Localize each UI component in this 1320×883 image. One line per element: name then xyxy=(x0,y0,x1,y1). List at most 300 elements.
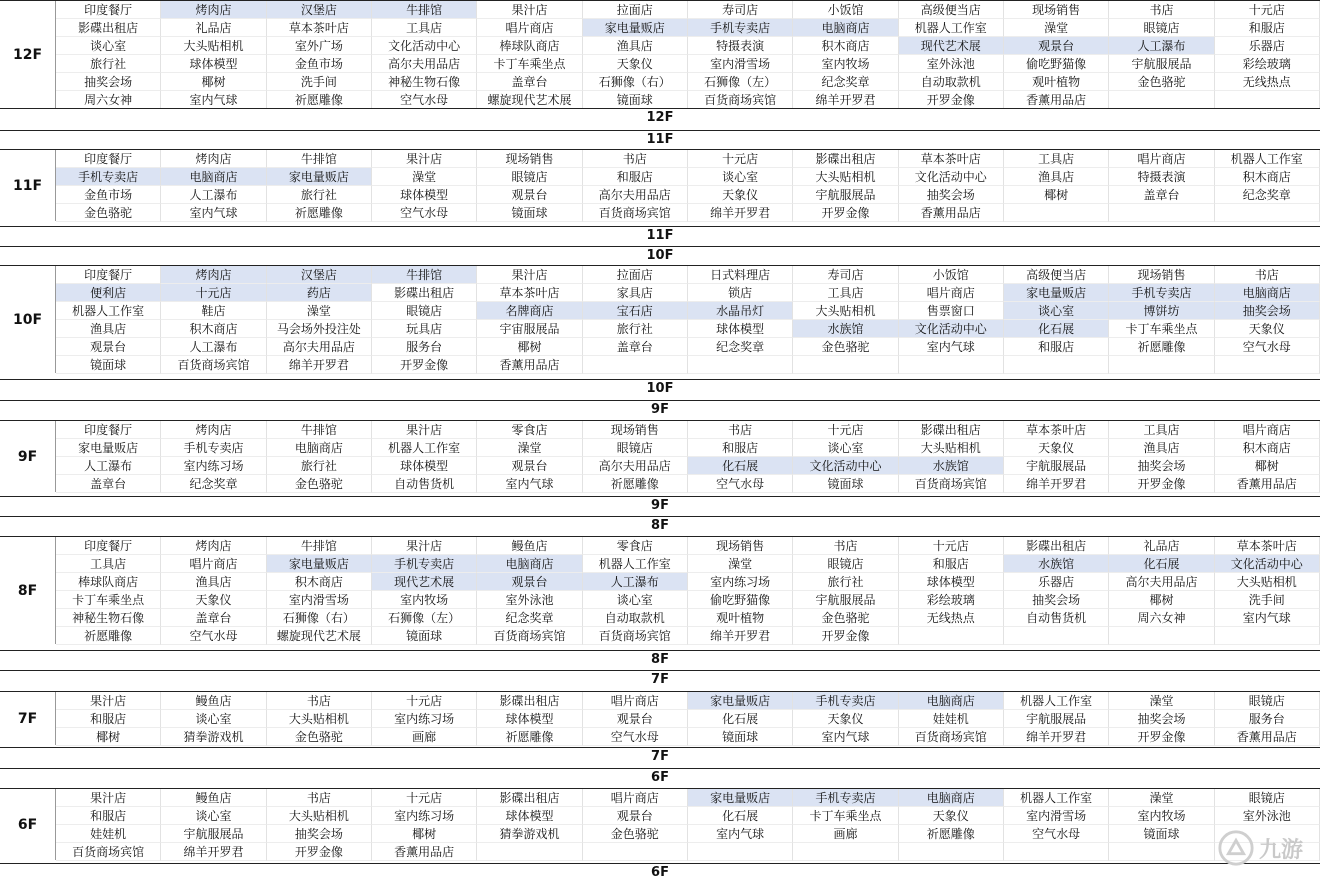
shop-cell: 工具店 xyxy=(1109,421,1214,439)
shop-cell: 娃娃机 xyxy=(56,825,161,843)
shop-cell: 球体模型 xyxy=(161,55,266,73)
shop-cell xyxy=(793,843,898,861)
shop-row xyxy=(56,421,1320,439)
shop-cell: 和服店 xyxy=(583,168,688,186)
shop-cell: 大头贴相机 xyxy=(899,439,1004,457)
shop-cell: 周六女神 xyxy=(1109,609,1214,627)
shop-cell: 卡丁车乘坐点 xyxy=(793,807,898,825)
shop-cell: 观景台 xyxy=(1004,37,1109,55)
shop-row xyxy=(56,710,1320,728)
shop-cell: 盖章台 xyxy=(583,338,688,356)
shop-cell: 百货商场宾馆 xyxy=(56,843,161,861)
floor-block xyxy=(0,420,1320,492)
shop-cell: 书店 xyxy=(793,537,898,555)
shop-cell: 高尔夫用品店 xyxy=(1109,573,1214,591)
shop-cell: 盖章台 xyxy=(56,475,161,493)
shop-cell: 现场销售 xyxy=(477,150,582,168)
shop-cell: 工具店 xyxy=(793,284,898,302)
shop-cell: 眼镜店 xyxy=(793,555,898,573)
shop-row xyxy=(56,186,1320,204)
shop-cell: 电脑商店 xyxy=(267,439,372,457)
shop-cell: 室内练习场 xyxy=(372,807,477,825)
shop-cell: 室内滑雪场 xyxy=(1004,807,1109,825)
shop-cell: 室内气球 xyxy=(899,338,1004,356)
shop-cell: 金色骆驼 xyxy=(793,609,898,627)
shop-cell: 电脑商店 xyxy=(161,168,266,186)
shop-cell xyxy=(793,356,898,374)
shop-cell: 开罗金像 xyxy=(1109,475,1214,493)
shop-cell: 谈心室 xyxy=(583,591,688,609)
shop-grid xyxy=(56,789,1320,860)
shop-cell: 猜拳游戏机 xyxy=(477,825,582,843)
shop-cell: 家电量贩店 xyxy=(56,439,161,457)
shop-cell: 观叶植物 xyxy=(1004,73,1109,91)
shop-row xyxy=(56,475,1320,493)
watermark-brand: 九游 xyxy=(1258,837,1303,863)
shop-cell: 水晶吊灯 xyxy=(688,302,793,320)
shop-cell: 十元店 xyxy=(372,692,477,710)
shop-cell: 眼镜店 xyxy=(1215,789,1320,807)
floor-label-bottom: 8F xyxy=(0,650,1320,668)
floor-label-bottom: 10F xyxy=(0,379,1320,397)
shop-cell: 鞋店 xyxy=(161,302,266,320)
floor-label-top: 7F xyxy=(0,670,1320,688)
shop-cell: 谈心室 xyxy=(161,807,266,825)
shop-cell: 香薰用品店 xyxy=(372,843,477,861)
shop-cell: 空气水母 xyxy=(1004,825,1109,843)
shop-cell: 唱片商店 xyxy=(1109,150,1214,168)
shop-cell: 祈愿雕像 xyxy=(56,627,161,645)
shop-cell: 室内气球 xyxy=(688,825,793,843)
shop-cell: 空气水母 xyxy=(1215,338,1320,356)
shop-cell: 小饭馆 xyxy=(793,1,898,19)
shop-cell: 宇航服展品 xyxy=(793,591,898,609)
shop-cell: 祈愿雕像 xyxy=(1109,338,1214,356)
shop-cell: 书店 xyxy=(1109,1,1214,19)
shop-cell: 镜面球 xyxy=(56,356,161,374)
shop-cell: 化石展 xyxy=(688,457,793,475)
shop-cell: 开罗金像 xyxy=(267,843,372,861)
shop-cell: 室内滑雪场 xyxy=(267,591,372,609)
shop-cell: 室内练习场 xyxy=(372,710,477,728)
shop-cell: 草本茶叶店 xyxy=(1004,421,1109,439)
shop-cell: 祈愿雕像 xyxy=(583,475,688,493)
shop-cell: 室内牧场 xyxy=(1109,807,1214,825)
shop-cell: 书店 xyxy=(688,421,793,439)
shop-cell: 室内练习场 xyxy=(161,457,266,475)
shop-cell: 神秘生物石像 xyxy=(56,609,161,627)
shop-cell: 服务台 xyxy=(1215,710,1320,728)
shop-cell: 洗手间 xyxy=(267,73,372,91)
shop-cell xyxy=(1109,204,1214,222)
shop-cell: 眼镜店 xyxy=(1215,692,1320,710)
shop-cell: 澡堂 xyxy=(267,302,372,320)
shop-cell: 果汁店 xyxy=(372,150,477,168)
shop-cell: 积木商店 xyxy=(793,37,898,55)
shop-cell: 人工瀑布 xyxy=(161,186,266,204)
shop-cell xyxy=(1109,91,1214,109)
floor-block xyxy=(0,265,1320,373)
shop-cell: 天象仪 xyxy=(793,710,898,728)
shop-cell: 文化活动中心 xyxy=(1215,555,1320,573)
shop-cell: 金色骆驼 xyxy=(1109,73,1214,91)
shop-row xyxy=(56,627,1320,645)
shop-cell: 金色骆驼 xyxy=(267,728,372,746)
floor-block xyxy=(0,149,1320,221)
floor-block xyxy=(0,0,1320,108)
shop-cell: 电脑商店 xyxy=(899,789,1004,807)
shop-grid xyxy=(56,266,1320,373)
shop-cell: 果汁店 xyxy=(372,421,477,439)
shop-cell: 机器人工作室 xyxy=(583,555,688,573)
shop-cell: 零食店 xyxy=(477,421,582,439)
shop-cell: 文化活动中心 xyxy=(372,37,477,55)
shop-cell: 观景台 xyxy=(477,573,582,591)
floor-tag: 7F xyxy=(0,692,56,745)
shop-cell: 和服店 xyxy=(1215,19,1320,37)
shop-cell: 零食店 xyxy=(583,537,688,555)
shop-grid xyxy=(56,692,1320,745)
shop-row xyxy=(56,73,1320,91)
shop-cell: 百货商场宾馆 xyxy=(583,627,688,645)
shop-cell: 印度餐厅 xyxy=(56,150,161,168)
shop-cell: 大头贴相机 xyxy=(793,302,898,320)
shop-cell: 镜面球 xyxy=(793,475,898,493)
shop-cell: 十元店 xyxy=(688,150,793,168)
shop-cell: 水族馆 xyxy=(1004,555,1109,573)
shop-cell: 积木商店 xyxy=(1215,168,1320,186)
shop-cell: 影碟出租店 xyxy=(793,150,898,168)
shop-cell: 天象仪 xyxy=(899,807,1004,825)
shop-cell: 现场销售 xyxy=(688,537,793,555)
shop-cell: 绵羊开罗君 xyxy=(688,204,793,222)
shop-cell: 百货商场宾馆 xyxy=(161,356,266,374)
shop-cell: 金色骆驼 xyxy=(793,338,898,356)
shop-cell: 宇航服展品 xyxy=(1004,710,1109,728)
shop-cell: 金色骆驼 xyxy=(267,475,372,493)
shop-row xyxy=(56,843,1320,861)
shop-cell: 大头贴相机 xyxy=(267,710,372,728)
shop-cell: 石狮像（左） xyxy=(688,73,793,91)
shop-cell xyxy=(1109,627,1214,645)
shop-cell: 天象仪 xyxy=(1215,320,1320,338)
shop-cell: 乐器店 xyxy=(1004,573,1109,591)
shop-cell: 空气水母 xyxy=(583,728,688,746)
shop-cell: 镜面球 xyxy=(688,728,793,746)
shop-cell: 水族馆 xyxy=(899,457,1004,475)
shop-cell: 猜拳游戏机 xyxy=(161,728,266,746)
shop-cell: 澡堂 xyxy=(1109,789,1214,807)
shop-cell: 渔具店 xyxy=(161,573,266,591)
shop-row xyxy=(56,19,1320,37)
shop-cell: 卡丁车乘坐点 xyxy=(56,591,161,609)
shop-cell: 草本茶叶店 xyxy=(477,284,582,302)
shop-cell: 卡丁车乘坐点 xyxy=(1109,320,1214,338)
shop-cell: 渔具店 xyxy=(56,320,161,338)
shop-cell: 果汁店 xyxy=(372,537,477,555)
shop-cell: 大头贴相机 xyxy=(793,168,898,186)
shop-cell: 十元店 xyxy=(372,789,477,807)
shop-cell xyxy=(899,843,1004,861)
shop-cell: 谈心室 xyxy=(161,710,266,728)
shop-cell: 自动售货机 xyxy=(1004,609,1109,627)
shop-cell: 鳗鱼店 xyxy=(161,789,266,807)
shop-cell: 积木商店 xyxy=(267,573,372,591)
shop-cell: 百货商场宾馆 xyxy=(899,475,1004,493)
shop-cell: 室外泳池 xyxy=(477,591,582,609)
shop-row xyxy=(56,439,1320,457)
shop-grid xyxy=(56,150,1320,221)
shop-cell: 室内滑雪场 xyxy=(688,55,793,73)
shop-cell: 家电量贩店 xyxy=(688,692,793,710)
shop-cell: 影碟出租店 xyxy=(56,19,161,37)
shop-cell: 澡堂 xyxy=(1004,19,1109,37)
shop-cell: 名牌商店 xyxy=(477,302,582,320)
shop-cell: 特摄表演 xyxy=(1109,168,1214,186)
shop-cell: 偷吃野猫像 xyxy=(1004,55,1109,73)
shop-grid xyxy=(56,537,1320,644)
shop-cell: 果汁店 xyxy=(56,789,161,807)
shop-cell: 椰树 xyxy=(1004,186,1109,204)
shop-row xyxy=(56,284,1320,302)
shop-cell: 画廊 xyxy=(793,825,898,843)
shop-cell: 牛排馆 xyxy=(372,266,477,284)
shop-cell: 家具店 xyxy=(583,284,688,302)
shop-cell: 澡堂 xyxy=(688,555,793,573)
shop-cell: 宇航服展品 xyxy=(1109,55,1214,73)
floor-label-bottom: 9F xyxy=(0,496,1320,514)
shop-cell: 观景台 xyxy=(56,338,161,356)
shop-cell: 手机专卖店 xyxy=(56,168,161,186)
shop-cell xyxy=(688,356,793,374)
shop-cell: 室外广场 xyxy=(267,37,372,55)
shop-cell: 现场销售 xyxy=(1109,266,1214,284)
shop-cell: 抽奖会场 xyxy=(899,186,1004,204)
shop-cell: 观叶植物 xyxy=(688,609,793,627)
shop-row xyxy=(56,150,1320,168)
shop-cell xyxy=(899,356,1004,374)
shop-cell: 绵羊开罗君 xyxy=(1004,475,1109,493)
shop-cell: 鳗鱼店 xyxy=(477,537,582,555)
shop-cell: 神秘生物石像 xyxy=(372,73,477,91)
shop-cell: 香薰用品店 xyxy=(1215,475,1320,493)
shop-cell: 化石展 xyxy=(688,807,793,825)
shop-cell: 便利店 xyxy=(56,284,161,302)
shop-cell: 特摄表演 xyxy=(688,37,793,55)
shop-cell: 椰树 xyxy=(477,338,582,356)
shop-cell: 汉堡店 xyxy=(267,266,372,284)
shop-cell: 无线热点 xyxy=(1215,73,1320,91)
shop-cell: 马会场外投注处 xyxy=(267,320,372,338)
shop-cell: 电脑商店 xyxy=(899,692,1004,710)
shop-cell: 现场销售 xyxy=(583,421,688,439)
shop-cell: 机器人工作室 xyxy=(899,19,1004,37)
shop-cell: 草本茶叶店 xyxy=(1215,537,1320,555)
shop-cell: 寿司店 xyxy=(688,1,793,19)
shop-cell: 牛排馆 xyxy=(267,537,372,555)
shop-cell: 眼镜店 xyxy=(477,168,582,186)
shop-cell: 电脑商店 xyxy=(793,19,898,37)
floor-tag: 11F xyxy=(0,150,56,221)
shop-cell: 高尔夫用品店 xyxy=(583,186,688,204)
shop-cell xyxy=(1215,356,1320,374)
shop-cell: 唱片商店 xyxy=(161,555,266,573)
shop-cell: 影碟出租店 xyxy=(899,421,1004,439)
shop-cell xyxy=(477,843,582,861)
shop-grid xyxy=(56,1,1320,108)
shop-cell: 书店 xyxy=(583,150,688,168)
shop-cell: 渔具店 xyxy=(1109,439,1214,457)
shop-cell: 盖章台 xyxy=(1109,186,1214,204)
shop-cell: 球体模型 xyxy=(372,457,477,475)
shop-row xyxy=(56,457,1320,475)
shop-cell: 机器人工作室 xyxy=(56,302,161,320)
shop-cell: 百货商场宾馆 xyxy=(899,728,1004,746)
shop-cell: 十元店 xyxy=(899,537,1004,555)
shop-cell xyxy=(688,843,793,861)
shop-cell: 室内牧场 xyxy=(793,55,898,73)
shop-cell: 烤肉店 xyxy=(161,421,266,439)
shop-cell: 手机专卖店 xyxy=(161,439,266,457)
shop-cell: 天象仪 xyxy=(688,186,793,204)
shop-cell: 家电量贩店 xyxy=(267,168,372,186)
shop-cell: 家电量贩店 xyxy=(267,555,372,573)
shop-cell: 日式料理店 xyxy=(688,266,793,284)
shop-cell: 香薰用品店 xyxy=(477,356,582,374)
shop-cell: 牛排馆 xyxy=(267,150,372,168)
shop-cell: 百货商场宾馆 xyxy=(688,91,793,109)
shop-cell: 高级便当店 xyxy=(1004,266,1109,284)
shop-cell: 开罗金像 xyxy=(899,91,1004,109)
shop-cell: 镜面球 xyxy=(583,91,688,109)
shop-cell: 旅行社 xyxy=(56,55,161,73)
shop-row xyxy=(56,825,1320,843)
shop-cell: 绵羊开罗君 xyxy=(688,627,793,645)
shop-cell: 观景台 xyxy=(583,710,688,728)
shop-cell: 玩具店 xyxy=(372,320,477,338)
shop-cell: 洗手间 xyxy=(1215,591,1320,609)
shop-row xyxy=(56,1,1320,19)
shop-cell: 博饼坊 xyxy=(1109,302,1214,320)
shop-cell: 眼镜店 xyxy=(372,302,477,320)
shop-cell: 药店 xyxy=(267,284,372,302)
shop-cell: 镜面球 xyxy=(1109,825,1214,843)
floor-tag: 8F xyxy=(0,537,56,644)
shop-cell: 观景台 xyxy=(477,457,582,475)
shop-cell: 渔具店 xyxy=(1004,168,1109,186)
shop-cell: 百货商场宾馆 xyxy=(583,204,688,222)
shop-cell: 球体模型 xyxy=(899,573,1004,591)
shop-cell: 鳗鱼店 xyxy=(161,692,266,710)
shop-row xyxy=(56,609,1320,627)
shop-cell: 书店 xyxy=(1215,266,1320,284)
shop-cell: 烤肉店 xyxy=(161,537,266,555)
shop-cell: 积木商店 xyxy=(1215,439,1320,457)
shop-cell: 工具店 xyxy=(1004,150,1109,168)
shop-cell: 家电量贩店 xyxy=(688,789,793,807)
shop-row xyxy=(56,37,1320,55)
shop-cell: 室内气球 xyxy=(1215,609,1320,627)
shop-cell xyxy=(1215,627,1320,645)
shop-cell: 宇航服展品 xyxy=(161,825,266,843)
shop-cell: 谈心室 xyxy=(56,37,161,55)
shop-cell: 工具店 xyxy=(372,19,477,37)
shop-cell: 水族馆 xyxy=(793,320,898,338)
shop-cell: 开罗金像 xyxy=(372,356,477,374)
shop-cell: 金鱼市场 xyxy=(56,186,161,204)
shop-cell: 椰树 xyxy=(372,825,477,843)
shop-cell: 眼镜店 xyxy=(1109,19,1214,37)
shop-cell xyxy=(899,627,1004,645)
shop-cell: 纪念奖章 xyxy=(688,338,793,356)
shop-row xyxy=(56,789,1320,807)
shop-cell: 室内气球 xyxy=(161,91,266,109)
shop-cell: 空气水母 xyxy=(161,627,266,645)
shop-cell: 球体模型 xyxy=(372,186,477,204)
shop-cell: 果汁店 xyxy=(56,692,161,710)
shop-row xyxy=(56,204,1320,222)
shop-cell: 球体模型 xyxy=(477,807,582,825)
shop-cell: 空气水母 xyxy=(688,475,793,493)
shop-cell: 室内气球 xyxy=(161,204,266,222)
shop-cell: 和服店 xyxy=(688,439,793,457)
shop-cell: 果汁店 xyxy=(477,1,582,19)
shop-cell: 人工瀑布 xyxy=(161,338,266,356)
shop-cell xyxy=(1004,627,1109,645)
shop-cell: 汉堡店 xyxy=(267,1,372,19)
shop-cell: 人工瀑布 xyxy=(56,457,161,475)
shop-cell: 高尔夫用品店 xyxy=(583,457,688,475)
floor-block xyxy=(0,691,1320,745)
shop-cell: 文化活动中心 xyxy=(899,168,1004,186)
shop-cell: 唱片商店 xyxy=(477,19,582,37)
shop-cell: 人工瀑布 xyxy=(583,573,688,591)
shop-cell: 金色骆驼 xyxy=(583,825,688,843)
shop-cell: 彩绘玻璃 xyxy=(899,591,1004,609)
shop-row xyxy=(56,266,1320,284)
shop-cell: 手机专卖店 xyxy=(372,555,477,573)
shop-cell: 牛排馆 xyxy=(267,421,372,439)
shop-cell: 绵羊开罗君 xyxy=(267,356,372,374)
shop-cell: 自动取款机 xyxy=(899,73,1004,91)
shop-cell: 室内牧场 xyxy=(372,591,477,609)
shop-cell: 书店 xyxy=(267,692,372,710)
shop-cell: 石狮像（右） xyxy=(267,609,372,627)
shop-cell: 抽奖会场 xyxy=(267,825,372,843)
floor-tag: 12F xyxy=(0,1,56,108)
shop-cell: 抽奖会场 xyxy=(1215,302,1320,320)
shop-cell: 售票窗口 xyxy=(899,302,1004,320)
shop-cell: 烤肉店 xyxy=(161,1,266,19)
shop-cell: 高级便当店 xyxy=(899,1,1004,19)
shop-cell: 室内气球 xyxy=(477,475,582,493)
shop-cell: 室外泳池 xyxy=(1215,807,1320,825)
shop-cell: 金鱼市场 xyxy=(267,55,372,73)
shop-cell: 娃娃机 xyxy=(899,710,1004,728)
shop-cell: 大头贴相机 xyxy=(267,807,372,825)
shop-cell: 澡堂 xyxy=(477,439,582,457)
shop-cell: 抽奖会场 xyxy=(1004,591,1109,609)
floor-label-top: 6F xyxy=(0,768,1320,786)
shop-cell: 礼品店 xyxy=(161,19,266,37)
shop-cell: 天象仪 xyxy=(1004,439,1109,457)
shop-row xyxy=(56,55,1320,73)
shop-cell: 绵羊开罗君 xyxy=(793,91,898,109)
shop-cell: 香薰用品店 xyxy=(899,204,1004,222)
shop-row xyxy=(56,537,1320,555)
shop-cell: 棒球队商店 xyxy=(477,37,582,55)
shop-row xyxy=(56,555,1320,573)
